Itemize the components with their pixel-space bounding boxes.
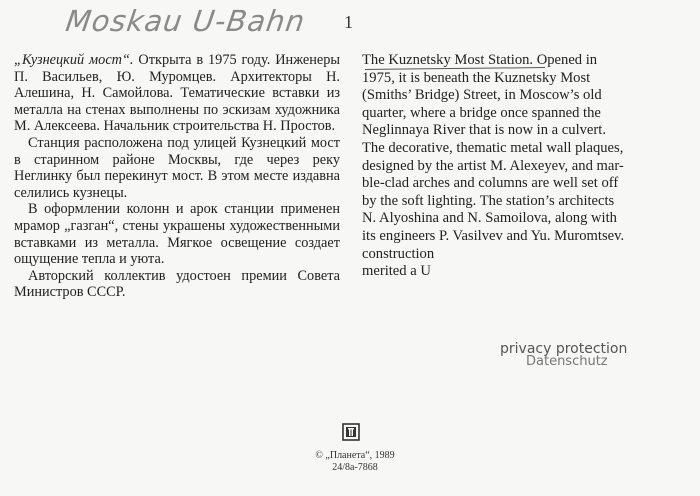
datenschutz-watermark: Datenschutz [526,354,608,369]
handwritten-note: Moskau U-Bahn [63,4,308,38]
russian-intro: Открыта в 1975 году. Инженеры П. Васильев, Ю. Муромцев. Архитекторы Н. Алешина, Н. Самойлова. Тематические вставки из металла на стенах выполнены по эскизам художника М. Алексеева. Начальник строительства Н. Простов. [14,52,340,135]
english-line: N. Alyoshina and N. Samoilova, along with [362,210,617,227]
english-line: Neglinnaya River that is now in a culvert. [362,122,606,139]
privacy-watermark: privacy protection [500,341,628,357]
english-line: The decorative, thematic metal wall plaques, [362,139,624,156]
russian-title: „Кузнецкий мост“. [14,52,134,68]
copyright-line: © „Планета“, 1989 [315,450,395,461]
english-line: ble-clad arches and columns are well set off [362,175,619,192]
russian-paragraph-4: Авторский коллектив удостоен премии Совета Министров СССР. [14,267,340,301]
publisher-logo-icon [342,423,360,441]
russian-paragraph-1 [14,52,340,135]
publisher-info [300,450,410,474]
english-text-column [362,52,692,281]
russian-paragraph-3: В оформлении колонн и арок станции применен мрамор „газган“, стены украшены художественными вставками из металла. Мягкое освещение создает ощущение тепла и уюта. [14,201,340,268]
english-line: its engineers P. Vasilvev and Yu. Muromtsev. [362,227,625,244]
english-line: construction [362,245,435,262]
english-line: (Smiths’ Bridge) Street, in Moscow’s old [362,87,602,104]
english-line: 1975, it is beneath the Kuznetsky Most [362,69,591,86]
page-number: 1 [344,12,353,32]
russian-text-column [14,52,340,301]
english-line: quarter, where a bridge once spanned the [362,104,601,121]
catalog-code: 24/8a-7868 [332,462,378,473]
english-line: by the soft lighting. The station’s architects [362,192,615,209]
english-line: merited a U [362,263,431,280]
english-line: The Kuznetsky Most Station. Opened in [362,52,598,68]
english-line: designed by the artist M. Alexeyev, and mar- [362,157,624,174]
russian-paragraph-2: Станция расположена под улицей Кузнецкий мост в старинном районе Москвы, где через реку Неглинку был перекинут мост. В этом месте издавна селились кузнецы. [14,134,340,201]
